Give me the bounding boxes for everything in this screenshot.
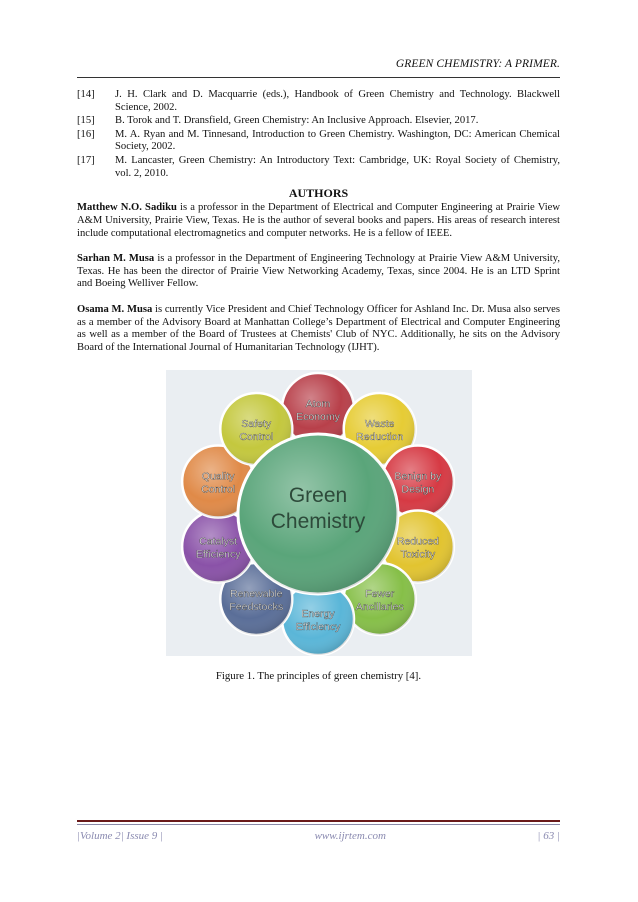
principle-label-line2: Efficiency xyxy=(195,548,241,561)
footer-volume: |Volume 2| Issue 9 | xyxy=(77,830,164,842)
principle-label-line1: Fewer xyxy=(365,587,395,600)
page-footer xyxy=(77,830,560,842)
reference-item xyxy=(77,129,560,154)
figure-caption: Figure 1. The principles of green chemistry [4]. xyxy=(215,670,422,682)
principle-label-line2: Control xyxy=(239,431,274,444)
principle-label-line1: Atom xyxy=(305,398,331,410)
running-header: GREEN CHEMISTRY: A PRIMER. xyxy=(395,58,560,70)
reference-text: J. H. Clark and D. Macquarrie (eds.), Handbook of Green Chemistry and Technology. Blackwell Science, 2002. xyxy=(115,89,560,113)
reference-number: [16] xyxy=(77,128,95,140)
principle-label-line1: Renewable xyxy=(230,587,283,600)
principle-label-line1: Safety xyxy=(241,418,272,431)
principles-diagram xyxy=(166,370,472,656)
principle-label-line1: Energy xyxy=(301,608,335,620)
principle-label-line1: Waste xyxy=(365,418,395,431)
reference-text: B. Torok and T. Dransfield, Green Chemistry: An Inclusive Approach. Elsevier, 2017. xyxy=(115,115,479,127)
principle-label-line1: Quality xyxy=(201,470,235,483)
principle-label-line1: Reduced xyxy=(396,535,439,548)
authors-heading: AUTHORS xyxy=(288,186,349,200)
principle-label-line2: Feedstocks xyxy=(229,600,284,613)
author-bio xyxy=(77,253,560,291)
reference-text: M. A. Ryan and M. Tinnesand, Introduction to Green Chemistry. Washington, DC: American Chemical Society, 2002. xyxy=(115,128,560,153)
center-label-line2: Chemistry xyxy=(270,510,366,533)
footer-page-number: | 63 | xyxy=(537,830,560,842)
principle-label-line2: Reduction xyxy=(356,431,404,444)
principle-label-line2: Economy xyxy=(296,411,340,423)
principle-label-line2: Control xyxy=(201,483,236,496)
author-bio xyxy=(77,202,560,240)
author-bio-text: is currently Vice President and Chief Technology Officer for Ashland Inc. Dr. Musa also serves as a member of the Advisory Board at Manhattan College’s Department of Electrical and Computer Engineering as well as a member of the Board of Trustees at Chemists' Club of NYC. Additionally, he sits on the Advisory Board of the International Journal of Humanitarian Technology (IJHT). xyxy=(77,303,560,354)
author-bio-text: is a professor in the Department of Electrical and Computer Engineering at Prairie View A&M University, Prairie View, Texas. He is the author of several books and papers. His areas of research interest include computational electromagnetics and computer networks. He is a fellow of IEEE. xyxy=(77,202,560,239)
author-name: Sarhan M. Musa xyxy=(77,252,155,264)
principle-label-line2: Ancillaries xyxy=(355,600,404,613)
reference-list xyxy=(77,89,560,181)
principle-label-line1: Catalyst xyxy=(199,535,238,548)
author-name: Matthew N.O. Sadiku xyxy=(77,202,177,213)
header-rule xyxy=(77,77,560,78)
principle-label-line2: Toxicity xyxy=(400,548,436,561)
footer-website: www.ijrtem.com xyxy=(314,830,386,842)
reference-item xyxy=(77,89,560,114)
center-label-line1: Green xyxy=(288,484,348,507)
author-name: Osama M. Musa xyxy=(77,303,153,315)
principle-label-line2: Design xyxy=(401,483,435,496)
author-bios xyxy=(77,202,560,367)
reference-number: [17] xyxy=(77,154,95,166)
reference-number: [14] xyxy=(77,89,95,100)
reference-text: M. Lancaster, Green Chemistry: An Introductory Text: Cambridge, UK: Royal Society of Chemistry, vol. 2, 2010. xyxy=(115,154,560,179)
principle-label-line2: Efficiency xyxy=(295,621,341,633)
footer-rule-thin xyxy=(77,824,560,825)
green-chemistry-figure xyxy=(166,370,472,656)
reference-item xyxy=(77,155,560,180)
reference-number: [15] xyxy=(77,115,95,127)
author-bio xyxy=(77,304,560,355)
footer-rule xyxy=(77,820,560,822)
principle-label-line1: Benign by xyxy=(394,470,442,483)
reference-item xyxy=(77,115,560,128)
author-bio-text: is a professor in the Department of Engineering Technology at Prairie View A&M University, Texas. He has been the director of Prairie View Networking Academy, Texas, since 2004. He is an LTD Sprint and Boeing Welliver Fellow. xyxy=(77,252,560,290)
